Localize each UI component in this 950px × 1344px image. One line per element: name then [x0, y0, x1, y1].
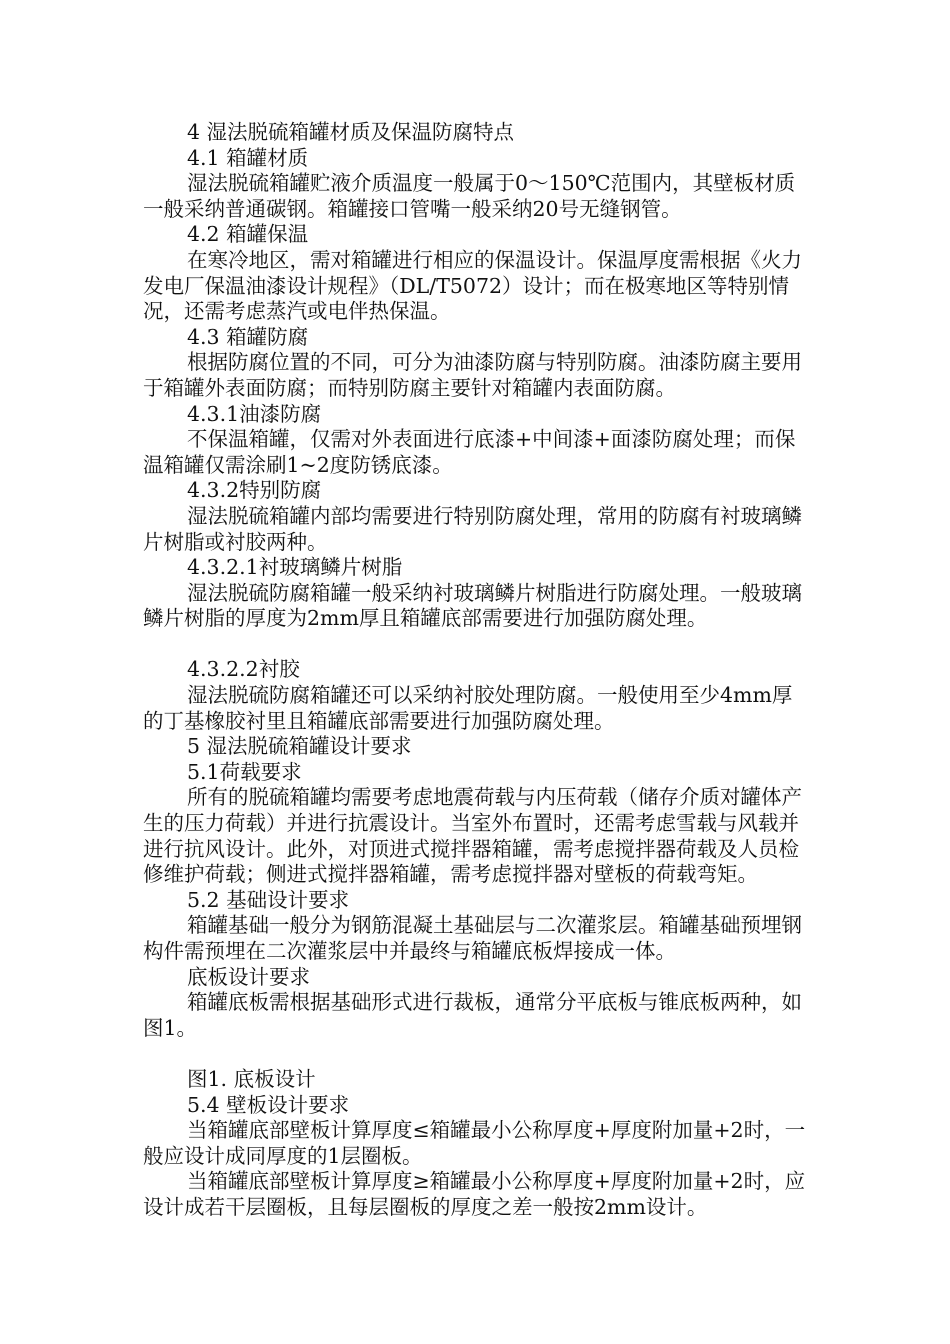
paragraph-4-3: 根据防腐位置的不同，可分为油漆防腐与特别防腐。油漆防腐主要用于箱罐外表面防腐；而特别防腐主要针对箱罐内表面防腐。	[143, 350, 802, 400]
paragraph-4-3-2-1: 湿法脱硫防腐箱罐一般采纳衬玻璃鳞片树脂进行防腐处理。一般玻璃鳞片树脂的厚度为2mm厚且箱罐底部需要进行加强防腐处理。	[143, 580, 802, 631]
heading-4-3-2-1: 4.3.2.1衬玻璃鳞片树脂	[187, 555, 403, 580]
paragraph-4-1: 湿法脱硫箱罐贮液介质温度一般属于0～150℃范围内，其壁板材质一般采纳普通碳钢。箱罐接口管嘴一般采纳20号无缝钢管。	[143, 171, 796, 221]
paragraph-5-4-b: 当箱罐底部壁板计算厚度≥箱罐最小公称厚度+厚度附加量+2时，应设计成若干层圈板，且每层圈板的厚度之差一般按2mm设计。	[143, 1169, 806, 1219]
paragraph-4-3-2: 湿法脱硫箱罐内部均需要进行特别防腐处理，常用的防腐有衬玻璃鳞片树脂或衬胶两种。	[143, 503, 802, 554]
paragraph-4-3-2-2: 湿法脱硫防腐箱罐还可以采纳衬胶处理防腐。一般使用至少4mm厚的丁基橡胶衬里且箱罐底部需要进行加强防腐处理。	[143, 683, 793, 733]
heading-4-1: 4.1 箱罐材质	[187, 145, 309, 170]
heading-5-2: 5.2 基础设计要求	[187, 887, 350, 912]
heading-bottom-plate: 底板设计要求	[187, 964, 310, 989]
heading-5-1: 5.1荷载要求	[187, 759, 302, 784]
paragraph-5-2: 箱罐基础一般分为钢筋混凝土基础层与二次灌浆层。箱罐基础预埋钢构件需预埋在二次灌浆层中并最终与箱罐底板焊接成一体。	[143, 913, 802, 963]
paragraph-5-4-a: 当箱罐底部壁板计算厚度≤箱罐最小公称厚度+厚度附加量+2时，一般应设计成同厚度的1层圈板。	[143, 1118, 806, 1168]
heading-4-3-2-2: 4.3.2.2衬胶	[187, 657, 300, 682]
paragraph-bottom-plate: 箱罐底板需根据基础形式进行裁板，通常分平底板与锥底板两种，如图1。	[143, 990, 802, 1040]
heading-4-3: 4.3 箱罐防腐	[187, 324, 309, 349]
paragraph-4-3-1: 不保温箱罐，仅需对外表面进行底漆+中间漆+面漆防腐处理；而保温箱罐仅需涂刷1~2度防锈底漆。	[143, 427, 796, 477]
figure-caption: 图1. 底板设计	[187, 1066, 316, 1091]
blank-line	[143, 632, 808, 658]
heading-section-5: 5 湿法脱硫箱罐设计要求	[187, 734, 412, 759]
document-body	[143, 120, 808, 1221]
heading-4-3-2: 4.3.2特别防腐	[187, 478, 322, 503]
heading-4-3-1: 4.3.1油漆防腐	[187, 401, 322, 426]
paragraph-5-1: 所有的脱硫箱罐均需要考虑地震荷载与内压荷载（储存介质对罐体产生的压力荷载）并进行抗震设计。当室外布置时，还需考虑雪载与风载并进行抗风设计。此外，对顶进式搅拌器箱罐，需考虑搅拌器荷载及人员检修维护荷载；侧进式搅拌器箱罐，需考虑搅拌器对壁板的荷载弯矩。	[143, 785, 802, 887]
heading-section-4: 4 湿法脱硫箱罐材质及保温防腐特点	[187, 120, 515, 144]
heading-4-2: 4.2 箱罐保温	[187, 222, 309, 247]
blank-line	[143, 1041, 808, 1067]
heading-5-4: 5.4 壁板设计要求	[187, 1092, 350, 1117]
paragraph-4-2: 在寒冷地区，需对箱罐进行相应的保温设计。保温厚度需根据《火力发电厂保温油漆设计规程》（DL/T5072）设计；而在极寒地区等特别情况，还需考虑蒸汽或电伴热保温。	[143, 247, 802, 324]
